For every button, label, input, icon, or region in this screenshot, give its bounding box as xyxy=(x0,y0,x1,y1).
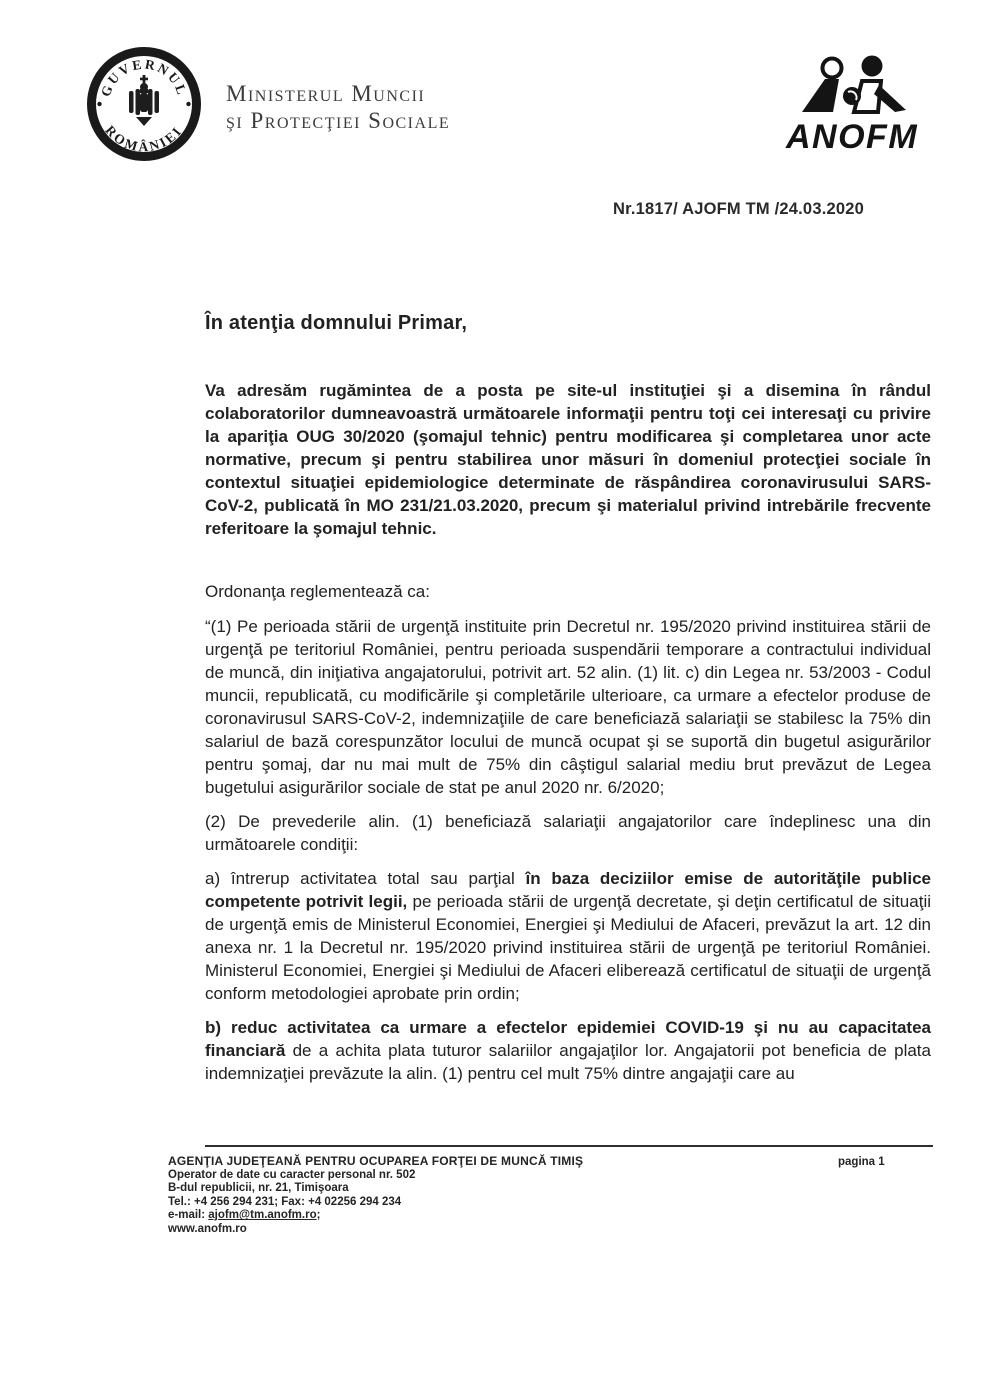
paragraph-condition-b: b) reduc activitatea ca urmare a efectelor epidemiei COVID-19 şi nu au capacitatea financiară de a achita plata tuturor salariilor angajaţilor lor. Angajatorii pot beneficia de plata indemnizaţiei prevăzute la alin. (1) pentru cel mult 75% dintre angajaţii care au xyxy=(205,1018,931,1083)
paragraph-condition-a: a) întrerup activitatea total sau parţial în baza deciziilor emise de autorităţile publice competente potrivit legii, pe perioada stării de urgenţă decretate, şi deţin certificatul de situaţii de urgenţă emis de Ministerul Economiei, Energiei şi Mediului de Afaceri, prevăzut la art. 12 din anexa nr. 1 la Decretul nr. 195/2020 privind instituirea stării de urgenţă pe teritoriul României. Ministerul Economiei, Energiei şi Mediului de Afaceri eliberează certificatul de situaţii de urgenţă conform metodologiei aprobate prin ordin; xyxy=(205,869,931,1003)
guvernul-romaniei-seal-icon xyxy=(85,45,203,163)
letter-body xyxy=(205,311,931,1096)
footer-email-line xyxy=(168,1209,583,1223)
seal-bottom-text: ROMÂNIEI xyxy=(102,122,186,155)
anofm-wordmark: ANOFM xyxy=(786,118,919,154)
salutation: În atenţia domnului Primar, xyxy=(205,312,468,334)
footer-email-label: e-mail: xyxy=(168,1209,209,1222)
page-number: pagina 1 xyxy=(838,1156,885,1168)
footer-divider xyxy=(205,1145,933,1147)
footer-email-link[interactable]: ajofm@tm.anofm.ro xyxy=(208,1209,317,1222)
footer-address: B-dul republicii, nr. 21, Timişoara xyxy=(168,1182,349,1195)
ministry-title xyxy=(226,80,450,134)
anofm-logo xyxy=(780,52,925,154)
footer-website: www.anofm.ro xyxy=(168,1222,247,1235)
seal-top-text: GUVERNUL xyxy=(97,56,191,99)
paragraph-alin-1: “(1) Pe perioada stării de urgenţă instituite prin Decretul nr. 195/2020 privind instituirea stării de urgenţă pe teritoriul României, pentru perioada suspendării temporare a contractului individual de muncă, din iniţiativa angajatorului, potrivit art. 52 alin. (1) lit. c) din Legea nr. 53/2003 - Codul muncii, republicată, cu modificările şi completările ulterioare, ca urmare a efectelor produse de coronavirusul SARS-CoV-2, indemnizaţiile de care beneficiază salariaţii se stabilesc la 75% din salariul de bază corespunzător locului de muncă ocupat şi se suportă din bugetul asigurărilor pentru şomaj, dar nu mai mult de 75% din câştigul salarial mediu brut prevăzut de Legea bugetului asigurărilor sociale de stat pe anul 2020 nr. 6/2020; xyxy=(205,617,931,797)
anofm-figures-icon xyxy=(802,56,906,113)
paragraph-alin-2: (2) De prevederile alin. (1) beneficiază salariaţii angajatorilor care îndeplinesc una din următoarele condiţii: xyxy=(205,812,931,854)
ministry-title-line2: şi Protecţiei Sociale xyxy=(226,108,451,133)
paragraph-ordinance-label: Ordonanţa reglementează ca: xyxy=(205,582,430,601)
footer-email-suffix: ; xyxy=(316,1209,321,1222)
reference-number: Nr.1817/ AJOFM TM /24.03.2020 xyxy=(613,200,864,218)
paragraph-intro: Va adresăm rugămintea de a posta pe site-ul instituţiei şi a disemina în rândul colaboratorilor dumneavoastră următoarele informaţii pentru toţi cei interesaţi cu privire la apariţia OUG 30/2020 (şomajul tehnic) pentru modificarea şi completarea unor acte normative, precum şi pentru stabilirea unor măsuri în domeniul protecţiei sociale în contextul situaţiei epidemiologice determinate de răspândirea coronavirusului SARS-CoV-2, publicată în MO 231/21.03.2020, precum şi materialul privind intrebările frecvente referitoare la şomajul tehnic. xyxy=(205,381,931,538)
eagle-crest-icon xyxy=(129,75,159,126)
footer-agency-name: AGENŢIA JUDEŢEANĂ PENTRU OCUPAREA FORŢEI DE MUNCĂ TIMIŞ xyxy=(168,1154,584,1168)
footer-operator: Operator de date cu caracter personal nr. 502 xyxy=(168,1168,416,1181)
footer-contact-block xyxy=(168,1155,583,1237)
footer-phone-fax: Tel.: +4 256 294 231; Fax: +4 02256 294 234 xyxy=(168,1195,402,1208)
ministry-title-line1: Ministerul Muncii xyxy=(226,81,426,106)
